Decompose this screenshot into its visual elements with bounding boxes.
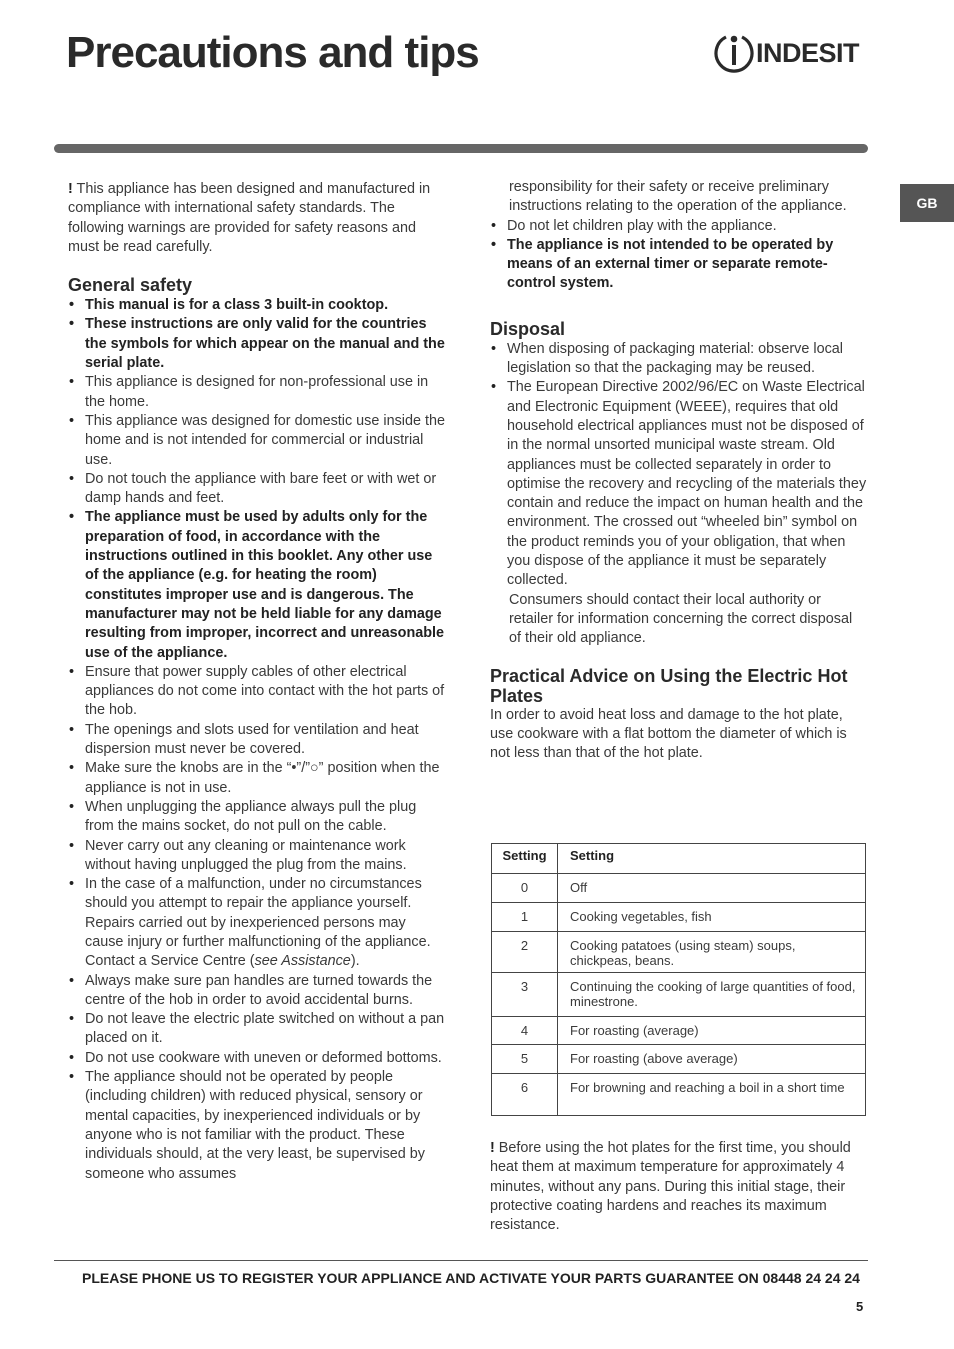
first-use-note-text: Before using the hot plates for the first time, you should heat them at maximum temperature for approximately 4 minutes, without any pans. During this initial stage, their protective coating hardens and reaches its maximum resistance.: [490, 1140, 851, 1234]
header-rule: [54, 144, 868, 153]
list-item: • Do not leave the electric plate switched on without a pan placed on it.: [68, 1010, 446, 1049]
continued-text: responsibility for their safety or receive preliminary instructions relating to the operation of the appliance.: [509, 179, 847, 215]
list-item: • Ensure that power supply cables of other electrical appliances do not come into contact with the hot parts of the hob.: [68, 663, 446, 721]
setting-cell: 2: [492, 932, 558, 973]
list-item: • These instructions are only valid for the countries the symbols for which appear on the manual and the serial plate.: [68, 315, 446, 373]
warning-mark: !: [68, 181, 73, 197]
table-row: [492, 903, 866, 932]
setting-cell: 3: [492, 973, 558, 1017]
list-item: • When unplugging the appliance always pull the plug from the mains socket, do not pull on the cable.: [68, 798, 446, 837]
list-item: • When disposing of packaging material: observe local legislation so that the packaging may be reused.: [490, 340, 868, 379]
page-title: Precautions and tips: [66, 28, 479, 77]
list-item: • This appliance was designed for domestic use inside the home and is not intended for commercial or industrial use.: [68, 412, 446, 470]
setting-cell: 6: [492, 1074, 558, 1116]
list-item: • Do not use cookware with uneven or deformed bottoms.: [68, 1049, 446, 1068]
list-item: • Do not let children play with the appliance.: [490, 217, 868, 236]
brand-logo: [714, 30, 870, 76]
column-header: Setting: [492, 844, 558, 874]
list-item: • The appliance is not intended to be operated by means of an external timer or separate remote-control system.: [490, 236, 868, 294]
general-safety-list: [68, 296, 446, 1184]
list-item: • The appliance should not be operated by people (including children) with reduced physical, sensory or mental capacities, by inexperienced individuals or by anyone who is not familiar with the product. These individuals should, at the very least, be supervised by someone who assumes: [68, 1068, 446, 1184]
use-cell: Cooking vegetables, fish: [558, 903, 866, 932]
settings-table: [491, 843, 866, 1116]
left-column: [68, 180, 446, 1184]
use-cell: Continuing the cooking of large quantities of food, minestrone.: [558, 973, 866, 1017]
list-item: • This appliance is designed for non-professional use in the home.: [68, 373, 446, 412]
list-item: • This manual is for a class 3 built-in cooktop.: [68, 296, 446, 315]
advice-text: In order to avoid heat loss and damage to the hot plate, use cookware with a flat bottom the diameter of which is not less than that of the hot plate.: [490, 706, 847, 762]
general-safety-heading: General safety: [68, 275, 193, 296]
disposal-note: Consumers should contact their local authority or retailer for information concerning the correct disposal of their old appliance.: [509, 591, 853, 647]
table-header-row: [492, 844, 866, 874]
first-use-note: [490, 1139, 866, 1235]
setting-cell: 0: [492, 874, 558, 903]
use-cell: For roasting (above average): [558, 1045, 866, 1074]
list-item: • Always make sure pan handles are turned towards the centre of the hob in order to avoid accidental burns.: [68, 972, 446, 1011]
setting-cell: 4: [492, 1017, 558, 1045]
disposal-heading: Disposal: [490, 318, 566, 339]
intro-paragraph: [68, 180, 446, 257]
use-cell: Off: [558, 874, 866, 903]
list-item: • The openings and slots used for ventilation and heat dispersion must never be covered.: [68, 721, 446, 760]
setting-cell: 1: [492, 903, 558, 932]
brand-mark-icon: [714, 30, 754, 76]
footer-rule: [54, 1260, 868, 1261]
intro-text: This appliance has been designed and manufactured in compliance with international safety standards. The following warnings are provided for safety reasons and must be read carefully.: [68, 181, 431, 255]
list-item: • In the case of a malfunction, under no circumstances should you attempt to repair the appliance yourself. Repairs carried out by inexperienced persons may cause injury or further malfunctioning of the appliance. Contact a Service Centre (see Assistance).: [68, 875, 446, 971]
table-row: [492, 932, 866, 973]
table-row: [492, 1017, 866, 1045]
footer-registration-text: PLEASE PHONE US TO REGISTER YOUR APPLIANCE AND ACTIVATE YOUR PARTS GUARANTEE ON 08448 24 24 24: [82, 1270, 860, 1286]
table-row: [492, 1045, 866, 1074]
setting-cell: 5: [492, 1045, 558, 1074]
use-cell: Cooking patatoes (using steam) soups, chickpeas, beans.: [558, 932, 866, 973]
list-item: • Never carry out any cleaning or maintenance work without having unplugged the plug from the mains.: [68, 837, 446, 876]
safety-list-continued: [490, 217, 868, 294]
language-tab: GB: [900, 184, 954, 222]
page-number: 5: [856, 1299, 864, 1314]
list-item: • Make sure the knobs are in the “•”/”○” position when the appliance is not in use.: [68, 759, 446, 798]
warning-mark: !: [490, 1140, 495, 1156]
disposal-list: [490, 340, 868, 591]
list-item: • Do not touch the appliance with bare feet or with wet or damp hands and feet.: [68, 470, 446, 509]
brand-name: INDESIT: [756, 38, 860, 68]
right-column: [490, 178, 868, 763]
advice-heading: Practical Advice on Using the Electric Hot Plates: [490, 665, 848, 706]
table-row: [492, 973, 866, 1017]
use-cell: For roasting (average): [558, 1017, 866, 1045]
table-row: [492, 874, 866, 903]
column-header: Setting: [558, 844, 866, 874]
table-row: [492, 1074, 866, 1116]
list-item: • The European Directive 2002/96/EC on Waste Electrical and Electronic Equipment (WEEE), requires that old household electrical appliances must not be disposed of in the normal unsorted municipal waste stream. Old appliances must be collected separately in order to optimise the recovery and recycling of the materials they contain and reduce the impact on human health and the environment. The crossed out “wheeled bin” symbol on the product reminds you of your obligation, that when you dispose of the appliance it must be separately collected.: [490, 378, 868, 590]
use-cell: For browning and reaching a boil in a short time: [558, 1074, 866, 1116]
list-item: • The appliance must be used by adults only for the preparation of food, in accordance with the instructions outlined in this booklet. Any other use of the appliance (e.g. for heating the room) constitutes improper use and is dangerous. The manufacturer may not be held liable for any damage resulting from improper, incorrect and unreasonable use of the appliance.: [68, 508, 446, 662]
